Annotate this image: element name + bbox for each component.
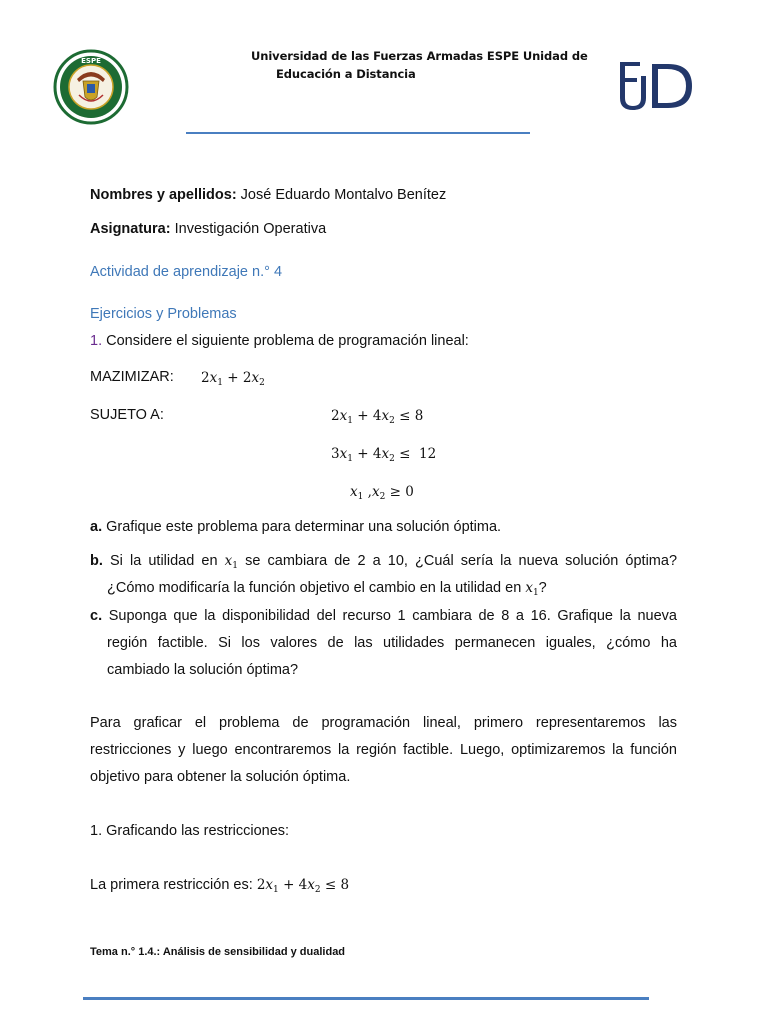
step1-heading: 1. Graficando las restricciones: <box>90 823 290 839</box>
constraint-2: $3x_1 + 4x_2 \le 12$ <box>331 446 437 464</box>
question-b-line1 <box>90 548 677 575</box>
name-value: José Eduardo Montalvo Benítez <box>236 187 447 203</box>
question-c-text-line1: Suponga que la disponibilidad del recurso 1 cambiara de 8 a 16. Grafique la nueva <box>102 608 677 624</box>
activity-title: Actividad de aprendizaje n.° 4 <box>90 264 283 280</box>
first-restriction-math: $2x_1 + 4x_2 \le 8$ <box>256 877 350 895</box>
explanation-line2: restricciones y luego encontraremos la región factible. Luego, optimizaremos la función <box>90 742 677 758</box>
question-c-line2: región factible. Si los valores de las utilidades permanecen iguales, ¿cómo ha <box>107 635 677 651</box>
question-b-text-part1: Si la utilidad en <box>102 553 225 569</box>
subject-value: Investigación Operativa <box>170 221 327 237</box>
question-a <box>90 517 501 537</box>
constraint-1-rhs: 8 <box>414 408 424 424</box>
nonnegativity-constraint: $x_1$ $,x_2 \ge 0$ <box>350 484 414 502</box>
ued-logo-text: UED <box>616 58 619 59</box>
problem-text: Considere el siguiente problema de programación lineal: <box>102 333 469 349</box>
constraint-2-rhs: 12 <box>419 446 437 462</box>
question-c-line3: cambiado la solución óptima? <box>107 662 299 678</box>
question-b-letter: b. <box>90 553 103 569</box>
question-b-line2 <box>107 575 677 602</box>
problem-statement <box>90 331 469 351</box>
espe-seal-logo <box>53 49 129 125</box>
question-a-letter: a. <box>90 519 103 535</box>
question-b-var-x1-2: $x_1$ <box>525 580 539 598</box>
university-title-line2: Educación a Distancia <box>276 67 416 81</box>
student-name-line <box>90 185 446 205</box>
ued-logo <box>616 58 696 112</box>
seal-text: ESPE <box>81 57 101 65</box>
objective-function: $2x_1 + 2x_2$ <box>201 370 265 388</box>
question-b-var-x1: $x_1$ <box>224 553 238 571</box>
constraint-1: $2x_1 + 4x_2 \le 8$ <box>331 408 424 426</box>
question-b-text-line2: ¿Cómo modificaría la función objetivo el cambio en la utilidad en <box>107 580 526 596</box>
subject-line <box>90 219 326 239</box>
footer-topic: Tema n.° 1.4.: Análisis de sensibilidad y dualidad <box>90 946 346 958</box>
university-title-line1: Universidad de las Fuerzas Armadas ESPE Unidad de <box>251 49 588 63</box>
objective-label: MAZIMIZAR: <box>90 369 174 385</box>
explanation-line3: objetivo para obtener la solución óptima. <box>90 769 351 785</box>
problem-number: 1. <box>90 333 103 349</box>
footer-divider <box>83 997 649 1000</box>
question-b-text-part2: se cambiara de 2 a 10, ¿Cuál sería la nueva solución óptima? <box>238 553 678 569</box>
first-restriction-label: La primera restricción es: <box>90 877 257 893</box>
subject-to-label: SUJETO A: <box>90 407 164 423</box>
question-b-question-mark: ? <box>538 580 547 596</box>
name-label: Nombres y apellidos: <box>90 187 237 203</box>
nonneg-rhs: 0 <box>405 484 414 500</box>
first-restriction-line <box>90 875 349 895</box>
header-divider <box>186 132 530 134</box>
question-c-line1 <box>90 603 677 630</box>
question-c-letter: c. <box>90 608 103 624</box>
subject-label: Asignatura: <box>90 221 171 237</box>
section-title: Ejercicios y Problemas <box>90 306 237 322</box>
question-a-text: Grafique este problema para determinar una solución óptima. <box>102 519 502 535</box>
explanation-line1: Para graficar el problema de programación lineal, primero representaremos las <box>90 715 677 731</box>
